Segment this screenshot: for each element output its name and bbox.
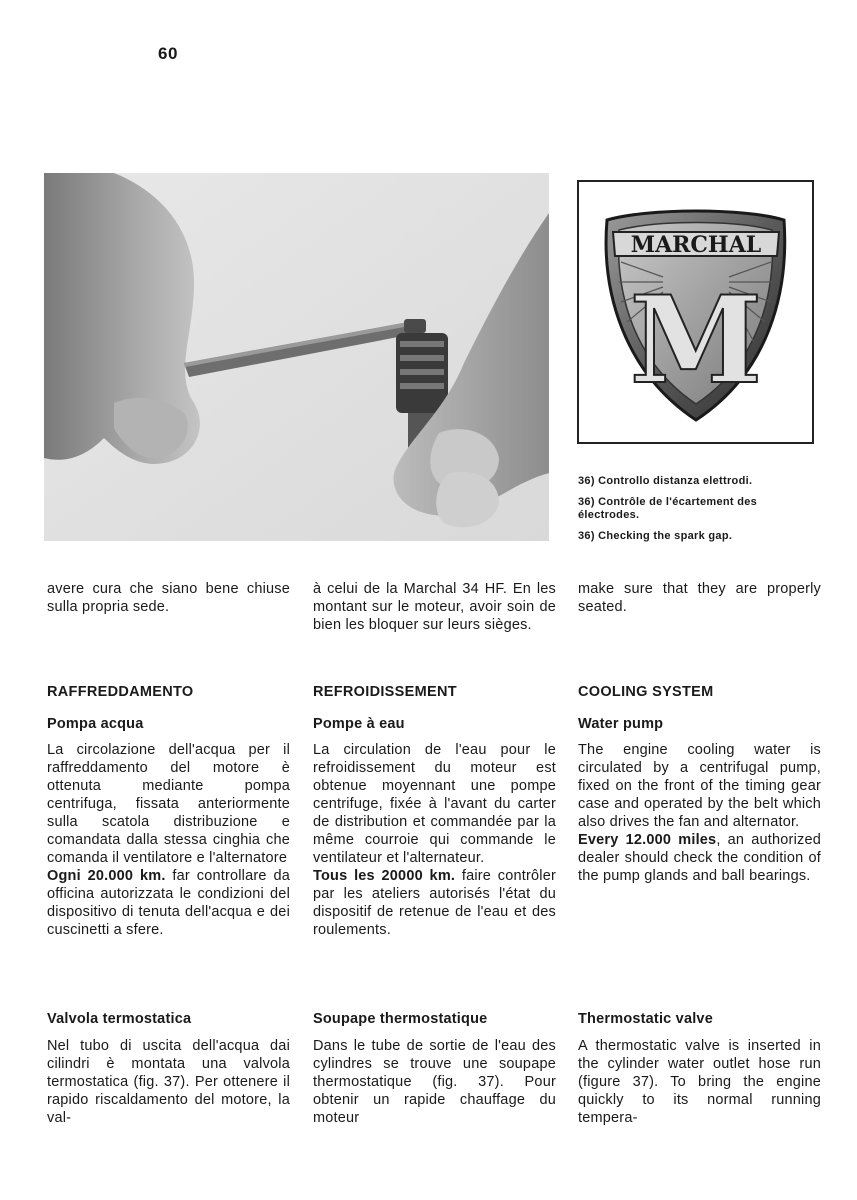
paragraph	[578, 831, 821, 885]
bottom-text-it	[47, 1037, 290, 1127]
paragraph: A thermostatic valve is inserted in the cylinder water outlet hose run (figure 37). To bring the engine quickly to its normal running tempera-	[578, 1038, 821, 1126]
text: , an authorized dealer should check the condition of the pump glands and ball bearings.	[578, 832, 821, 884]
subheading-fr-1: Pompe à eau	[313, 716, 405, 732]
paragraph: La circolazione dell'acqua per il raffreddamento del motore è ottenuta mediante pompa centrifuga, fissata anteriormente sulla scatola distribuzione e comandata dalla stessa cinghia che comanda il ventilatore e l'alternatore	[47, 742, 290, 866]
marchal-logo-frame	[577, 180, 814, 444]
logo-text: MARCHAL	[630, 232, 762, 258]
paragraph	[47, 867, 290, 939]
body-fr	[313, 741, 556, 939]
section-heading-it: RAFFREDDAMENTO	[47, 684, 194, 700]
section-heading-en: COOLING SYSTEM	[578, 684, 714, 700]
paragraph: The engine cooling water is circulated by a centrifugal pump, fixed on the front of the timing gear case and operated by the belt which also drives the fan and alternator.	[578, 742, 821, 830]
bottom-text-fr	[313, 1037, 556, 1127]
paragraph: à celui de la Marchal 34 HF. En les montant sur le moteur, avoir soin de bien les bloquer sur leurs sièges.	[313, 581, 556, 633]
top-text-fr	[313, 580, 556, 634]
subheading-fr-2: Soupape thermostatique	[313, 1011, 488, 1027]
top-text-it	[47, 580, 290, 616]
body-en	[578, 741, 821, 885]
spark-gap-photo	[44, 173, 549, 541]
paragraph: Dans le tube de sortie de l'eau des cylindres se trouve une soupape thermostatique (fig. 37). Pour obtenir un rapide chauffage du moteur	[313, 1038, 556, 1126]
paragraph: avere cura che siano bene chiuse sulla propria sede.	[47, 581, 290, 615]
section-heading-fr: REFROIDISSEMENT	[313, 684, 457, 700]
subheading-it-2: Valvola termostatica	[47, 1011, 192, 1027]
page-number: 60	[158, 44, 178, 63]
text: far controllare da officina autorizzata le condizioni del dispositivo di tenuta dell'acqua e dei cuscinetti a sfere.	[47, 868, 290, 938]
paragraph	[313, 867, 556, 939]
subheading-it-1: Pompa acqua	[47, 716, 144, 732]
bold-interval: Tous les 20000 km.	[313, 868, 456, 884]
body-it	[47, 741, 290, 939]
caption-en: 36) Checking the spark gap.	[578, 530, 733, 542]
paragraph: La circulation de l'eau pour le refroidissement du moteur est obtenue moyennant une pompe centrifuge, fixée à l'avant du carter de distribution et commandée par la même courroie qui commande le ventilateur et l'alternateur.	[313, 742, 556, 866]
bold-interval: Ogni 20.000 km.	[47, 868, 166, 884]
paragraph: Nel tubo di uscita dell'acqua dai cilindri è montata una valvola termostatica (fig. 37). Per ottenere il rapido riscaldamento del motore, la val-	[47, 1038, 290, 1126]
text: faire contrôler par les ateliers autorisés l'état du dispositif de retenue de l'eau et des roulements.	[313, 868, 556, 938]
bottom-text-en	[578, 1037, 821, 1127]
marchal-shield-logo	[579, 182, 812, 442]
caption-fr: 36) Contrôle de l'écartement des électrodes.	[578, 496, 758, 521]
caption-it: 36) Controllo distanza elettrodi.	[578, 475, 753, 487]
logo-letter: M	[629, 270, 763, 411]
top-text-en	[578, 580, 821, 616]
subheading-en-2: Thermostatic valve	[578, 1011, 713, 1027]
subheading-en-1: Water pump	[578, 716, 664, 732]
bold-interval: Every 12.000 miles	[578, 832, 717, 848]
paragraph: make sure that they are properly seated.	[578, 581, 821, 615]
